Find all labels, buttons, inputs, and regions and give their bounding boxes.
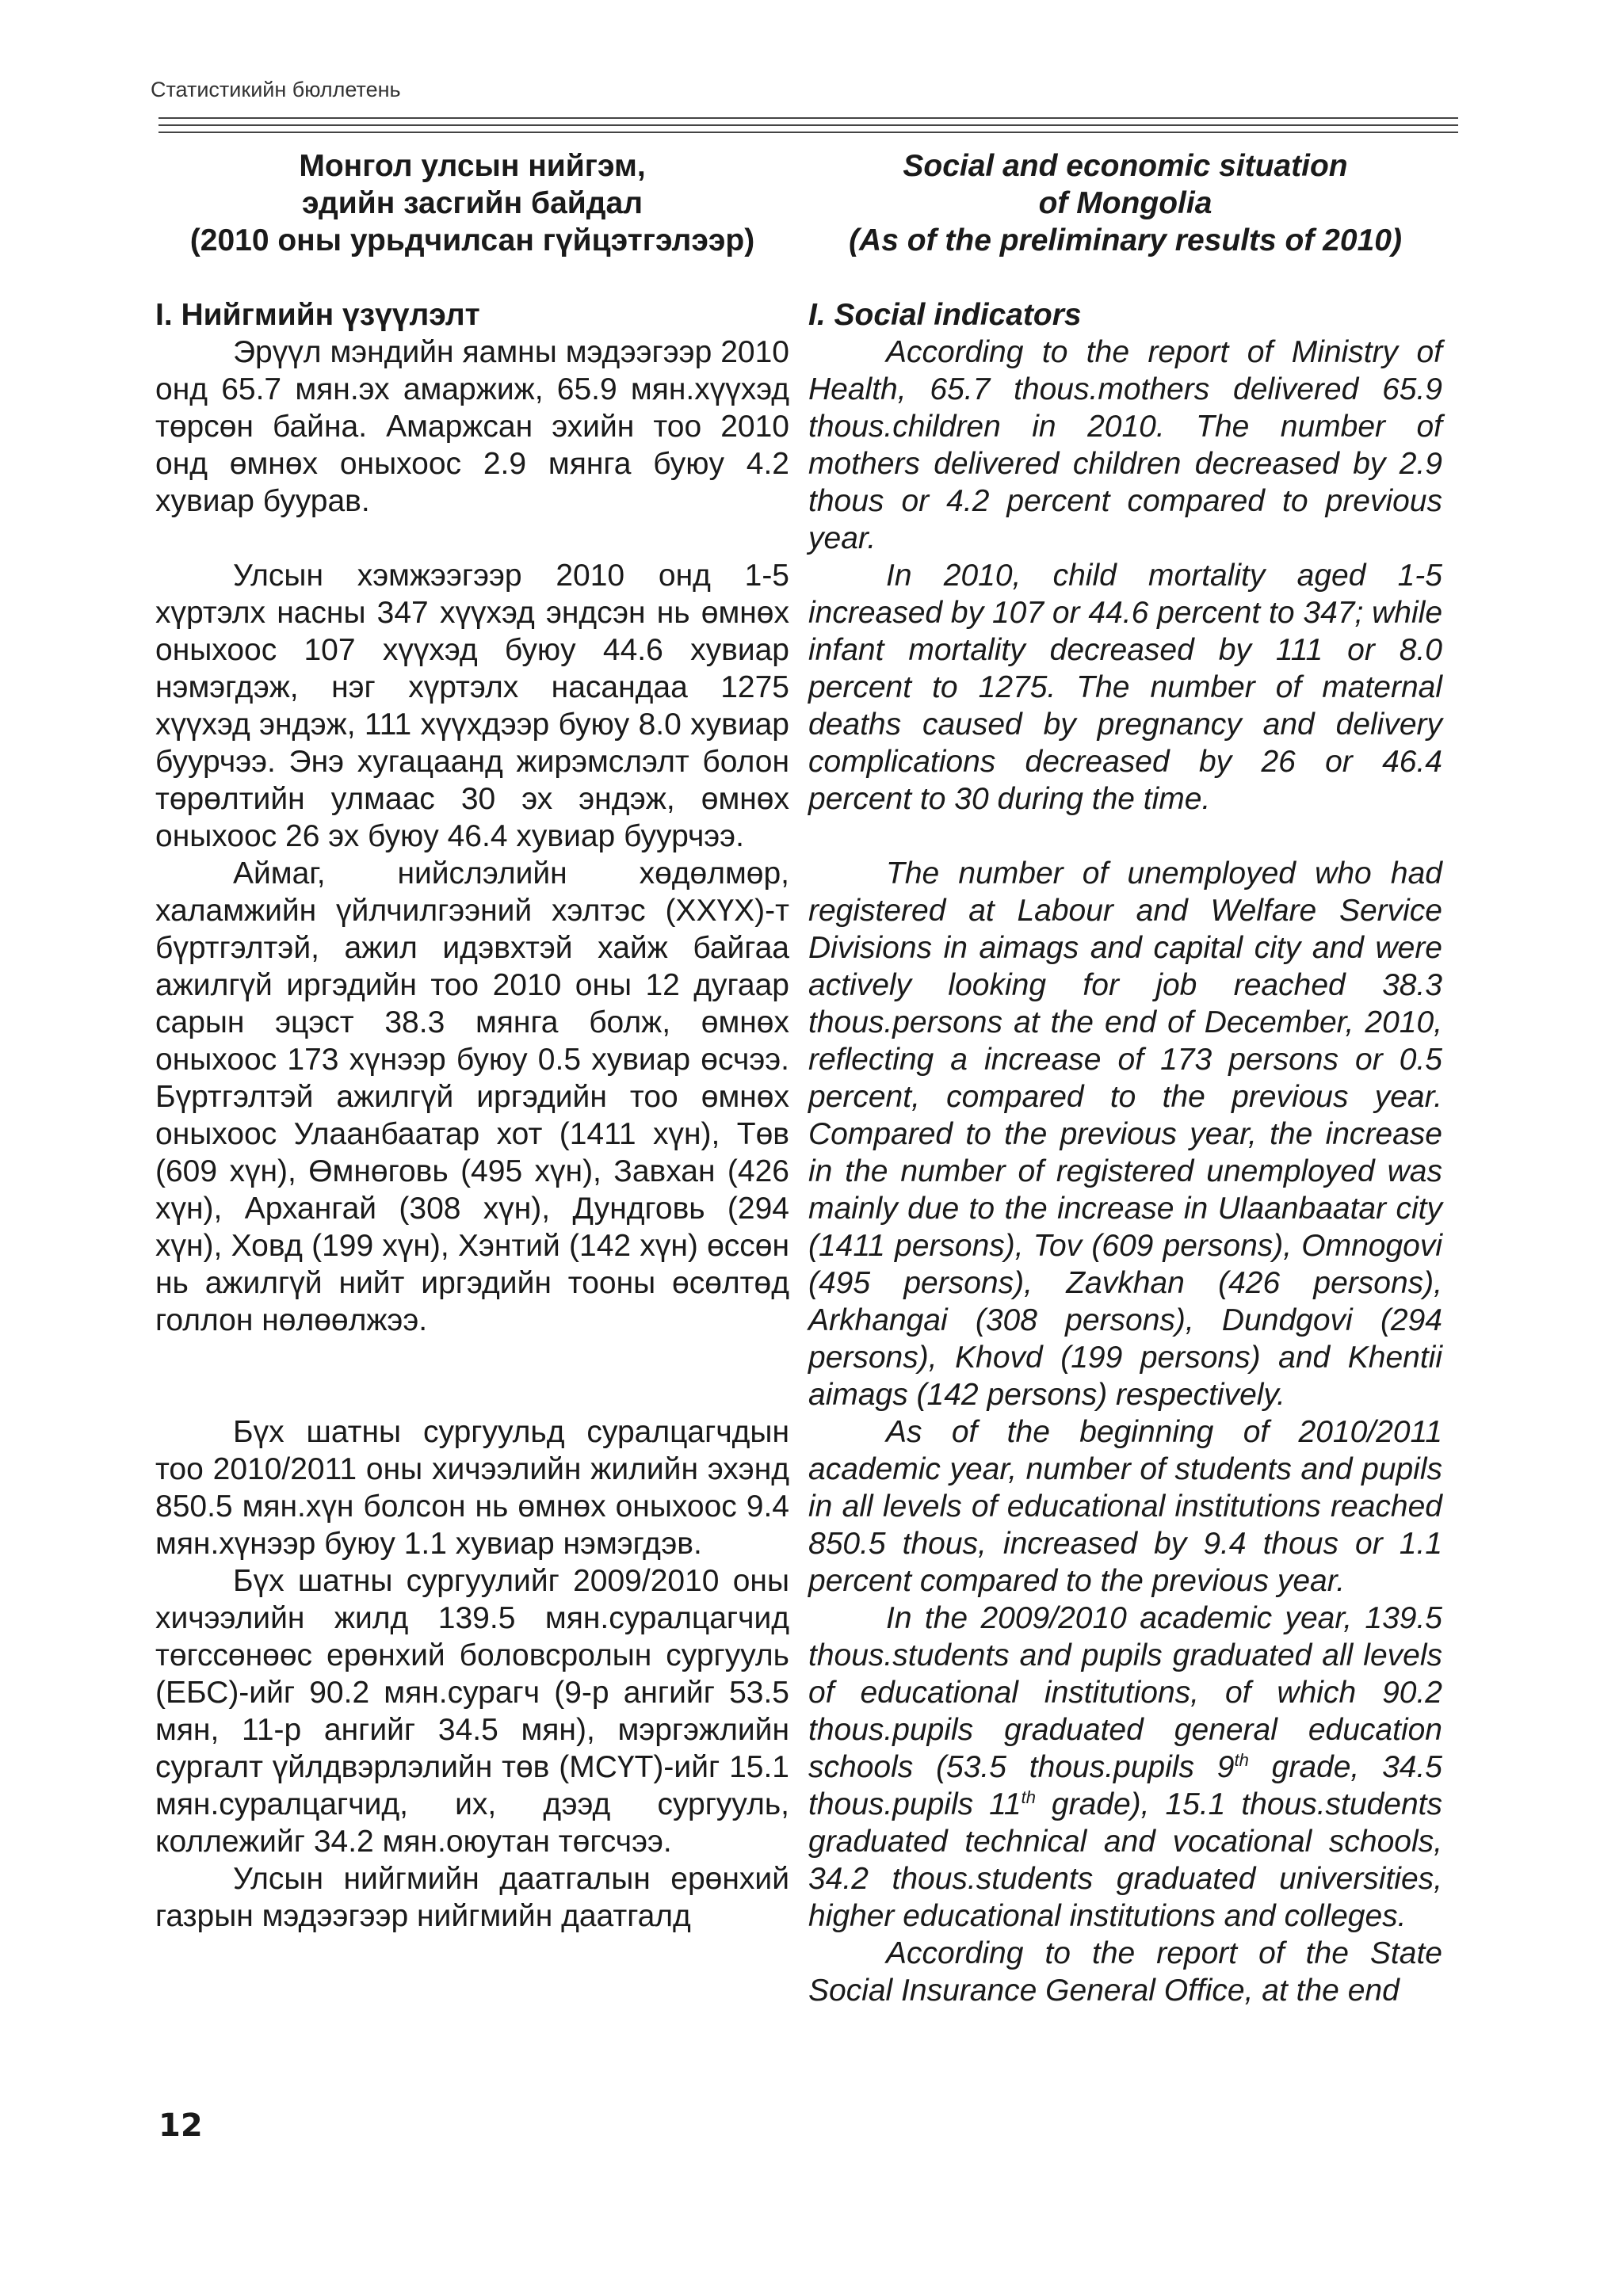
header-rule-top <box>158 117 1458 119</box>
mongolian-title-line-2: эдийн засгийн байдал <box>302 186 643 220</box>
header-rule-bottom <box>158 132 1458 133</box>
english-paragraph-unemployment: The number of unemployed who had registered at Labour and Welfare Service Divisions in aimags and capital city and were actively looking for job reached 38.3 thous.persons at the end of December, 2010, reflecting a increase of 173 persons or 0.5 percent, compared to the previous year. Compared to the previous year, the increase in the number of registered unemployed was mainly due to the increase in Ulaanbaatar city (1411 persons), Tov (609 persons), Omnogovi (495 persons), Zavkhan (426 persons), Arkhangai (308 persons), Dundgovi (294 persons), Khovd (199 persons) and Khentii aimags (142 persons) respectively. <box>808 856 1442 1412</box>
english-paragraph-mortality: In 2010, child mortality aged 1-5 increased by 107 or 44.6 percent to 347; while infant mortality decreased by 111 or 8.0 percent to 1275. The number of maternal deaths caused by pregnancy and delivery complications decreased by 26 or 46.4 percent to 30 during the time. <box>808 559 1443 816</box>
superscript-th-2: th <box>1021 1787 1036 1807</box>
english-title-line-3: (As of the preliminary results of 2010) <box>849 223 1402 257</box>
english-paragraph-social-insurance: According to the report of the State Social Insurance General Office, at the end <box>808 1936 1442 2008</box>
mongolian-paragraph-graduates: Бүх шатны сургуулийг 2009/2010 оны хичээлийн жилд 139.5 мян.суралцагчид төгссөнөөс ерөнхий боловсролын сургууль (ЕБС)-ийг 90.2 мян.сурагч (9-р ангийг 53.5 мян, 11-р ангийг 34.5 мян), мэргэжлийн сургалт үйлдвэрлэлийн төв (МСҮТ)-ийг 15.1 мян.суралцагчид, их, дээд сургууль, коллежийг 34.2 мян.оюутан төгсчээ. <box>155 1564 789 1859</box>
mongolian-paragraph-maternity: Эрүүл мэндийн яамны мэдээгээр 2010 онд 65.7 мян.эх амаржиж, 65.9 мян.хүүхэд төрсөн байна. Амаржсан эхийн тоо 2010 онд өмнөх оныхоос 2.9 мянга буюу 4.2 хувиар буурав. <box>155 335 789 518</box>
mongolian-paragraph-unemployment: Аймаг, нийслэлийн хөдөлмөр, халамжийн үйлчилгээний хэлтэс (ХХҮХ)-т бүртгэлтэй, ажил идэвхтэй хайж байгаа ажилгүй иргэдийн тоо 2010 оны 12 дугаар сарын эцэст 38.3 мянга болж, өмнөх оныхоос 173 хүнээр буюу 0.5 хувиар өсчээ. Бүртгэлтэй ажилгүй иргэдийн тоо өмнөх оныхоос Улаанбаатар хот (1411 хүн), Төв (609 хүн), Өмнөговь (495 хүн), Завхан (426 хүн), Архангай (308 хүн), Дундговь (294 хүн), Ховд (199 хүн), Хэнтий (142 хүн) өссөн нь ажилгүй нийт иргэдийн тооны өсөлтөд голлон нөлөөлжээ. <box>155 856 789 1337</box>
english-section-heading: I. Social indicators <box>808 298 1082 332</box>
page-number: 12 <box>158 2107 203 2144</box>
mongolian-paragraph-mortality: Улсын хэмжээгээр 2010 онд 1-5 хүртэлх насны 347 хүүхэд эндсэн нь өмнөх оныхоос 107 хүүхэд буюу 44.6 хувиар нэмэгдэж, нэг хүртэлх насандаа 1275 хүүхэд эндэж, 111 хүүхдээр буюу 8.0 хувиар буурчээ. Энэ хугацаанд жирэмслэлт болон төрөлтийн улмаас 30 эх эндэж, өмнөх оныхоос 26 эх буюу 46.4 хувиар буурчээ. <box>155 559 789 853</box>
english-paragraph-graduates <box>808 1600 1442 1935</box>
mongolian-column <box>155 147 789 1935</box>
graduates-text-part-1: In the 2009/2010 academic year, 139.5 thous.students and pupils graduated all levels of educational institutions, of which 90.2 thous.pupils graduated general education schools (53.5 thous.pupils 9 <box>808 1601 1442 1784</box>
mongolian-section-heading: I. Нийгмийн үзүүлэлт <box>155 298 480 332</box>
mongolian-paragraph-students: Бүх шатны сургуульд суралцагчдын тоо 2010/2011 оны хичээлийн жилийн эхэнд 850.5 мян.хүн болсон нь өмнөх оныхоос 9.4 мян.хүнээр буюу 1.1 хувиар нэмэгдэв. <box>155 1415 789 1561</box>
mongolian-title-line-1: Монгол улсын нийгэм, <box>299 149 646 183</box>
superscript-th-1: th <box>1234 1750 1249 1770</box>
running-head: Статистикийн бюллетень <box>151 78 401 101</box>
english-title-line-2: of Mongolia <box>1038 186 1212 220</box>
header-rule-middle <box>158 124 1458 126</box>
mongolian-title <box>155 147 789 296</box>
english-title-line-1: Social and economic situation <box>903 149 1348 183</box>
graduates-text-part-3: grade), 15.1 thous.students graduated technical and vocational schools, 34.2 thous.students graduated universities, higher educational institutions and colleges. <box>808 1787 1442 1933</box>
mongolian-title-line-3: (2010 оны урьдчилсан гүйцэтгэлээр) <box>189 223 755 257</box>
english-column <box>808 147 1442 2009</box>
graduates-text-part-2: grade, 34.5 thous.pupils 11 <box>808 1750 1442 1821</box>
mongolian-paragraph-social-insurance: Улсын нийгмийн даатгалын ерөнхий газрын мэдээгээр нийгмийн даатгалд <box>155 1862 789 1933</box>
english-title <box>808 147 1442 296</box>
english-paragraph-students: As of the beginning of 2010/2011 academic year, number of students and pupils in all levels of educational institutions reached 850.5 thous, increased by 9.4 thous or 1.1 percent compared to the previous year. <box>808 1415 1442 1598</box>
english-paragraph-maternity: According to the report of Ministry of Health, 65.7 thous.mothers delivered 65.9 thous.children in 2010. The number of mothers delivered children decreased by 2.9 thous or 4.2 percent compared to previous year. <box>808 335 1442 555</box>
